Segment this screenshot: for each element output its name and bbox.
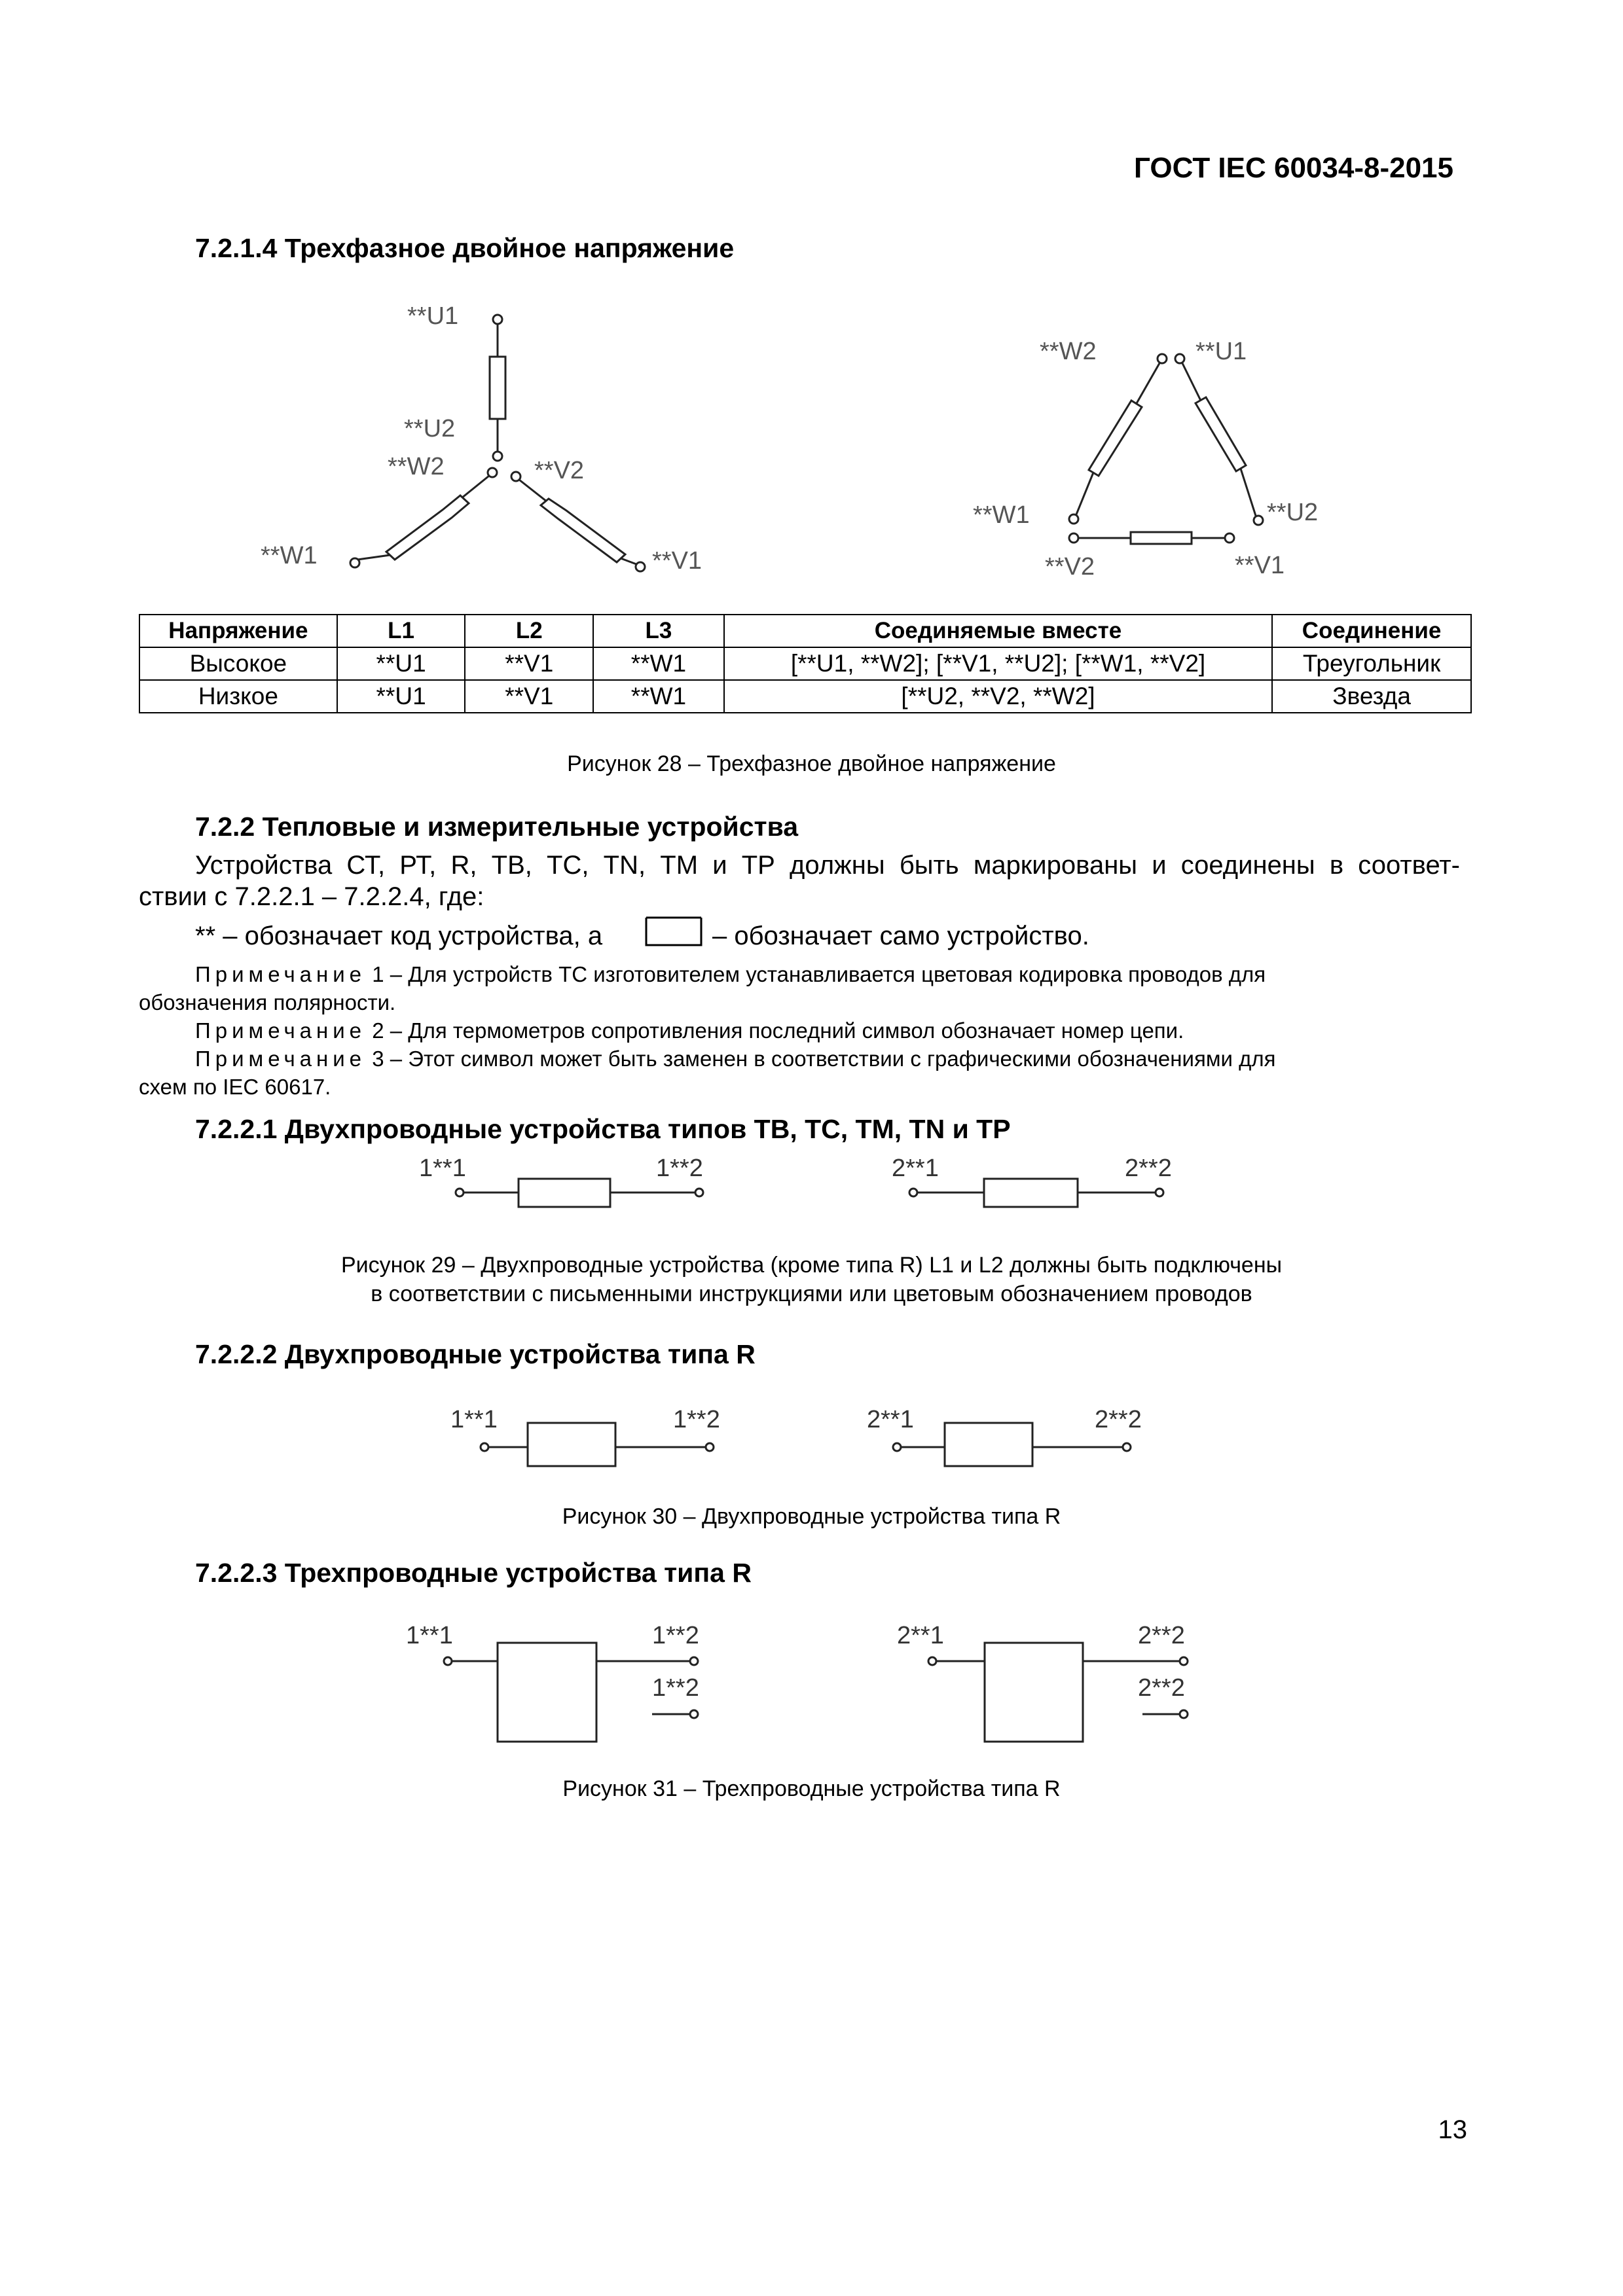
- delta-label-w1: **W1: [973, 501, 1030, 529]
- document-standard-header: ГОСТ IEC 60034-8-2015: [1134, 152, 1453, 184]
- delta-label-u1: **U1: [1195, 338, 1247, 365]
- star-label-w2: **W2: [388, 453, 445, 480]
- table-cell: Звезда: [1272, 680, 1471, 713]
- table-cell: **U1: [337, 647, 465, 680]
- device-1-terminal-1-label: 1**1: [419, 1155, 466, 1182]
- delta-label-w2: **W2: [1040, 338, 1097, 365]
- table-cell: **V1: [465, 680, 593, 713]
- paragraph-devices-line1: Устройства СТ, РТ, R, ТВ, ТС, TN, ТМ и ТР должны быть маркированы и соединены в соответ-: [195, 851, 1460, 880]
- device-1-terminal-2-label: 1**2: [656, 1155, 703, 1182]
- table-cell: **W1: [593, 680, 724, 713]
- device-3w1-terminal-3-label: 1**2: [652, 1674, 699, 1702]
- figure-30-caption: Рисунок 30 – Двухпроводные устройства типа R: [562, 1504, 1061, 1529]
- figure-29-caption-line1: Рисунок 29 – Двухпроводные устройства (кроме типа R) L1 и L2 должны быть подключены: [340, 1253, 1283, 1278]
- note-text: 2 – Для термометров сопротивления последний символ обозначает номер цепи.: [372, 1018, 1184, 1043]
- table-cell: Высокое: [139, 647, 337, 680]
- table-header-cell: L3: [593, 615, 724, 647]
- star-label-u1: **U1: [407, 302, 459, 330]
- note-3-continuation: схем по IEC 60617.: [139, 1075, 331, 1099]
- star-label-v1: **V1: [652, 547, 702, 575]
- legend-code-text: ** – обозначает код устройства, а: [195, 922, 603, 950]
- device-3w2-terminal-3-label: 2**2: [1138, 1674, 1185, 1702]
- device-r1-terminal-1-label: 1**1: [450, 1406, 498, 1433]
- note-text: 3 – Этот символ может быть заменен в соответствии с графическими обозначениями для: [372, 1047, 1276, 1071]
- delta-label-v2: **V2: [1045, 553, 1095, 581]
- table-header-cell: Соединение: [1272, 615, 1471, 647]
- table-cell: Низкое: [139, 680, 337, 713]
- note-1-continuation: обозначения полярности.: [139, 990, 396, 1014]
- device-2-terminal-1-label: 2**1: [892, 1155, 939, 1182]
- device-2-terminal-2-label: 2**2: [1125, 1155, 1172, 1182]
- table-cell: Треугольник: [1272, 647, 1471, 680]
- section-heading-7223: 7.2.2.3 Трехпроводные устройства типа R: [195, 1558, 752, 1588]
- section-heading-722: 7.2.2 Тепловые и измерительные устройства: [195, 812, 799, 842]
- section-heading-7222: 7.2.2.2 Двухпроводные устройства типа R: [195, 1339, 756, 1369]
- device-r2-terminal-2-label: 2**2: [1095, 1406, 1142, 1433]
- page-number: 13: [1438, 2115, 1467, 2144]
- note-label: Примечание: [195, 1047, 367, 1071]
- table-header-cell: Напряжение: [139, 615, 337, 647]
- table-cell: [**U2, **V2, **W2]: [724, 680, 1272, 713]
- device-3w2-terminal-1-label: 2**1: [897, 1622, 944, 1649]
- section-heading-7221: 7.2.2.1 Двухпроводные устройства типов ТВ, ТС, ТМ, TN и ТР: [195, 1114, 1011, 1144]
- delta-label-u2: **U2: [1267, 499, 1319, 526]
- table-cell: [**U1, **W2]; [**V1, **U2]; [**W1, **V2]: [724, 647, 1272, 680]
- paragraph-devices-line2: ствии с 7.2.2.1 – 7.2.2.4, где:: [139, 882, 484, 911]
- table-cell: **W1: [593, 647, 724, 680]
- device-3w1-terminal-1-label: 1**1: [406, 1622, 453, 1649]
- table-header-cell: L2: [465, 615, 593, 647]
- star-label-u2: **U2: [404, 415, 456, 442]
- note-text: 1 – Для устройств ТС изготовителем устанавливается цветовая кодировка проводов для: [372, 962, 1266, 986]
- device-3w2-terminal-2-label: 2**2: [1138, 1622, 1185, 1649]
- device-r2-terminal-1-label: 2**1: [867, 1406, 914, 1433]
- section-heading-7214: 7.2.1.4 Трехфазное двойное напряжение: [195, 233, 735, 263]
- table-header-cell: Соединяемые вместе: [724, 615, 1272, 647]
- figure-31-caption: Рисунок 31 – Трехпроводные устройства типа R: [562, 1776, 1061, 1801]
- note-label: Примечание: [195, 962, 367, 986]
- delta-label-v1: **V1: [1235, 552, 1285, 579]
- note-label: Примечание: [195, 1018, 367, 1043]
- figure-29-caption-line2: в соответствии с письменными инструкциями или цветовым обозначением проводов: [371, 1282, 1252, 1306]
- table-header-cell: L1: [337, 615, 465, 647]
- legend-device-text: – обозначает само устройство.: [712, 922, 1089, 950]
- table-cell: **U1: [337, 680, 465, 713]
- device-r1-terminal-2-label: 1**2: [673, 1406, 720, 1433]
- star-label-v2: **V2: [534, 457, 585, 484]
- figure-28-caption: Рисунок 28 – Трехфазное двойное напряжение: [567, 751, 1056, 776]
- device-3w1-terminal-2-label: 1**2: [652, 1622, 699, 1649]
- table-cell: **V1: [465, 647, 593, 680]
- star-label-w1: **W1: [261, 542, 318, 569]
